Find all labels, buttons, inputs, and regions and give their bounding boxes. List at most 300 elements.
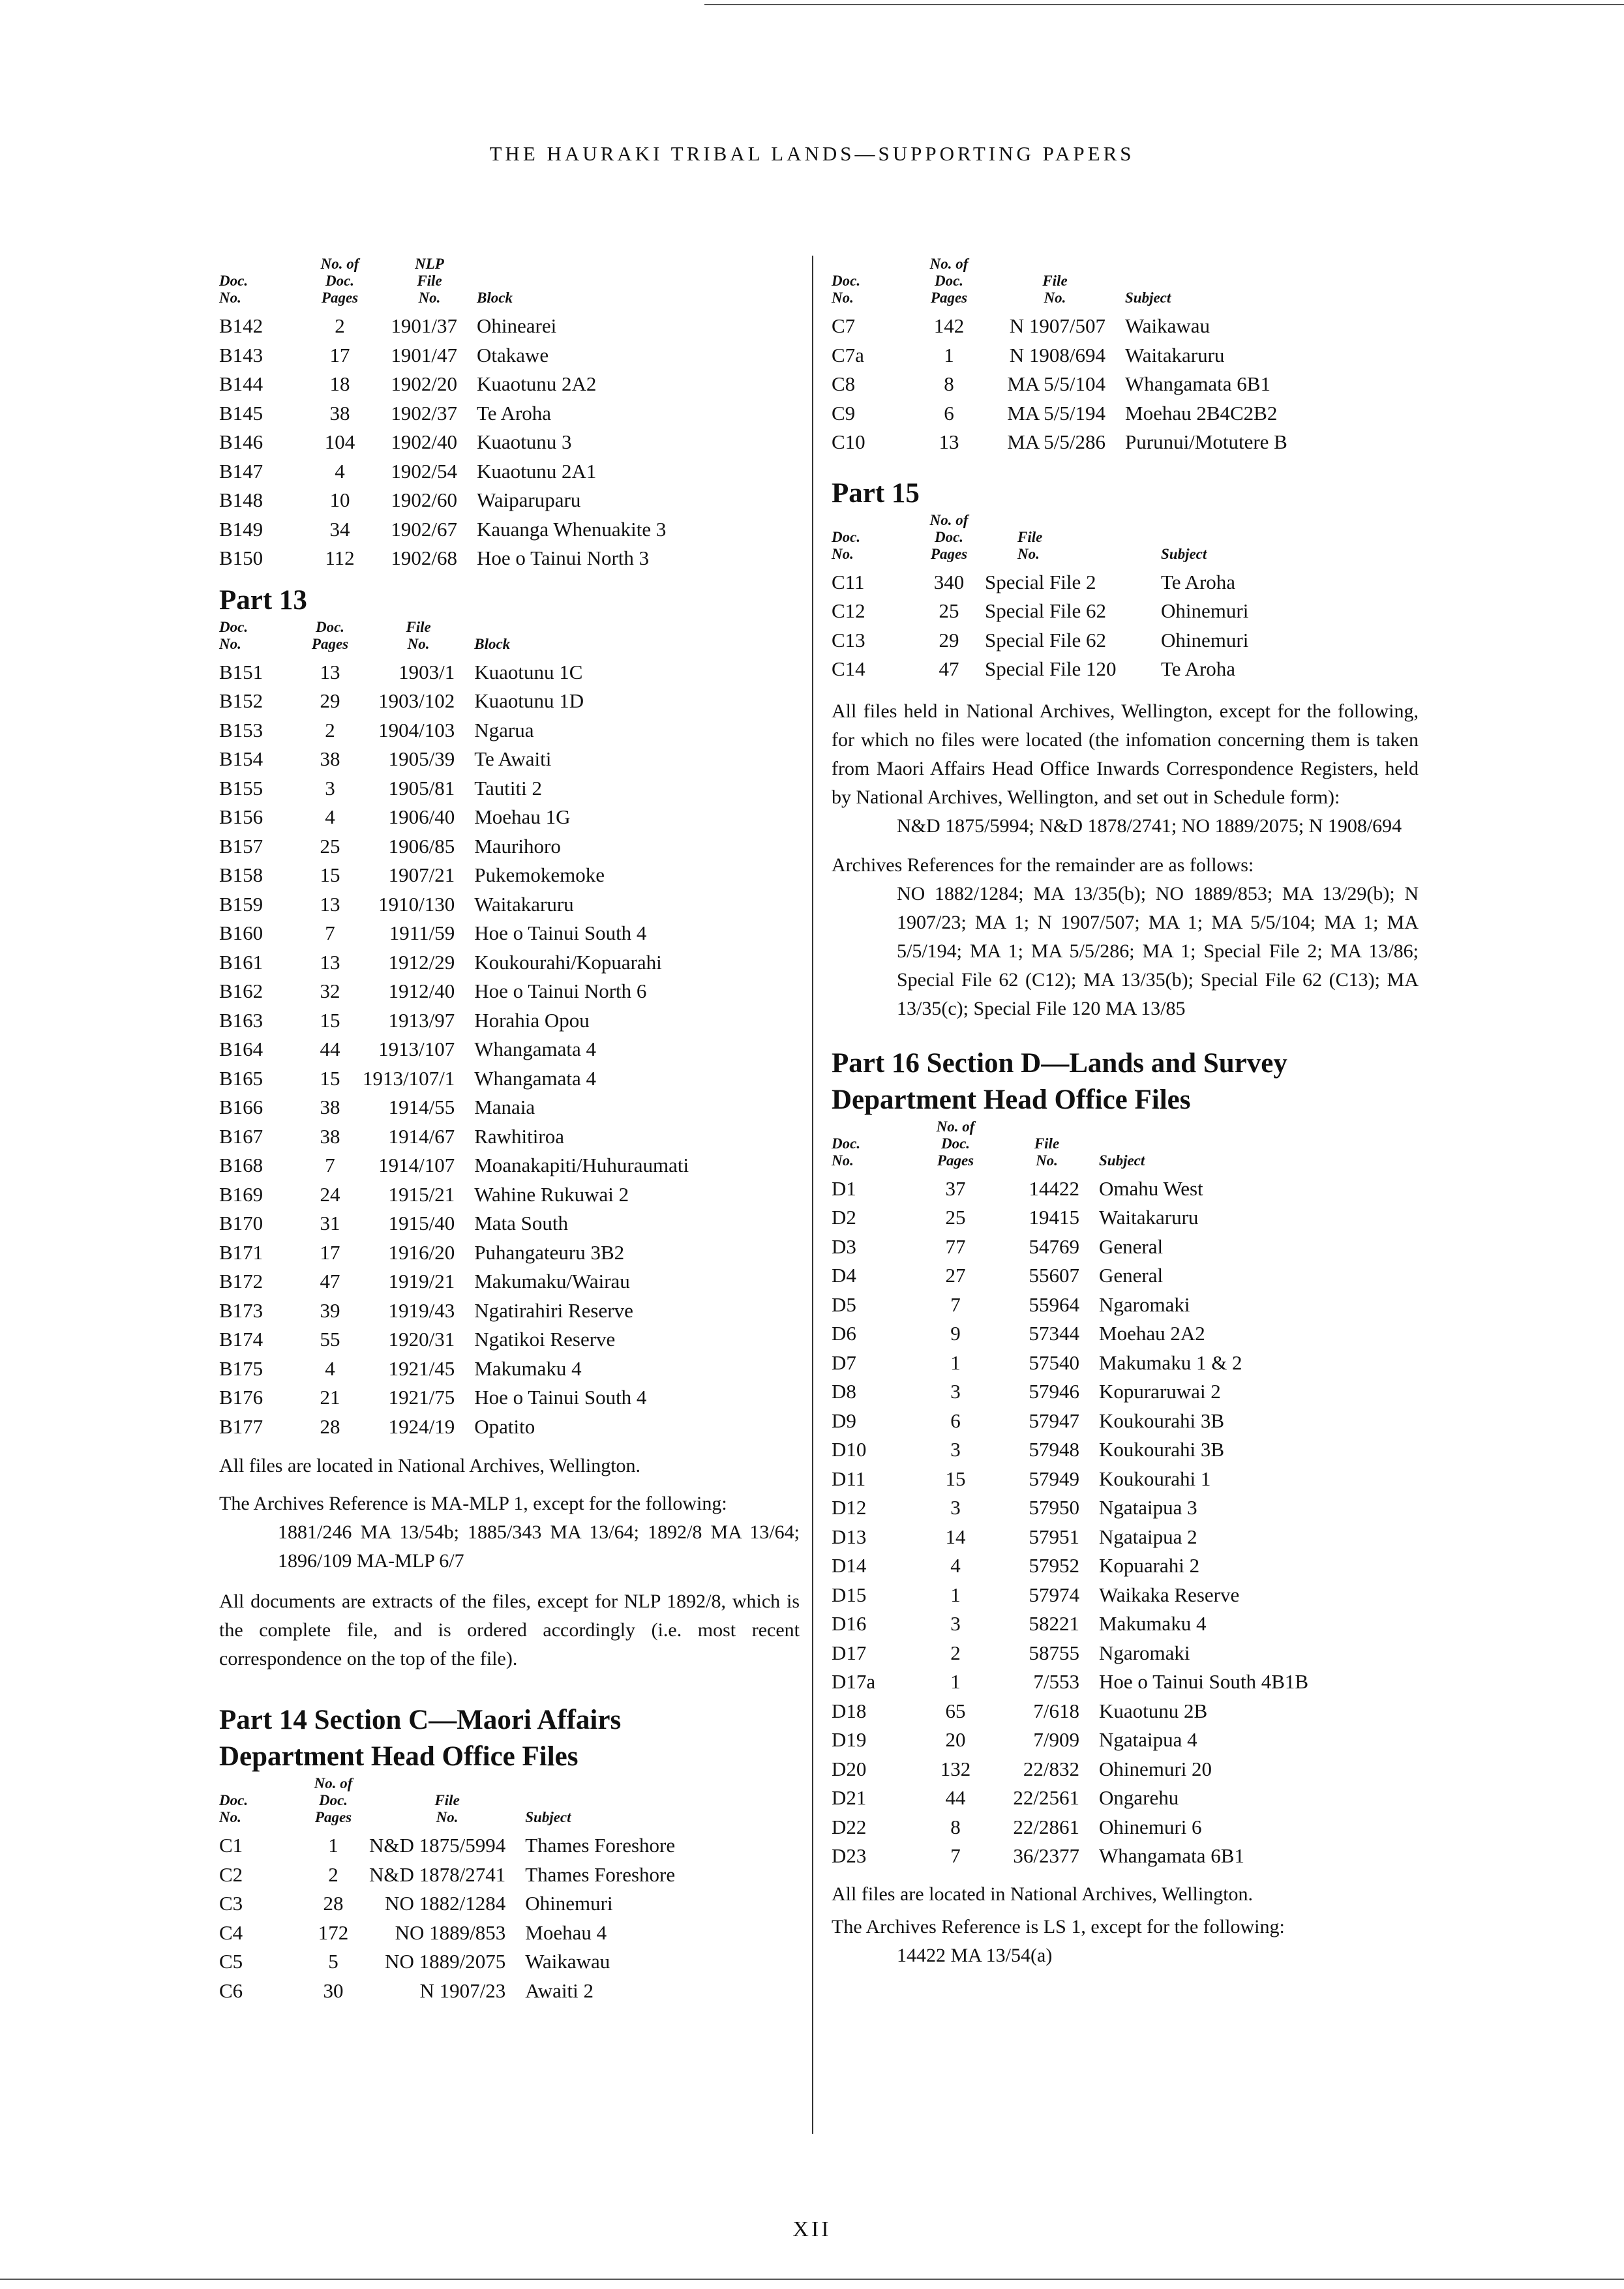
block-cell: Hoe o Tainui South 4B1B <box>1099 1670 1309 1693</box>
block-cell: Purunui/Motutere B <box>1125 430 1287 453</box>
file-number-cell: 1903/1 <box>398 660 455 683</box>
table-row <box>219 658 761 687</box>
table-header-row <box>832 1118 1360 1174</box>
table-row <box>219 919 761 948</box>
page-count-cell: 7 <box>950 1293 961 1316</box>
block-cell: Ngatirahiri Reserve <box>474 1298 633 1322</box>
file-number-cell: 1902/40 <box>391 430 457 453</box>
block-cell: Pukemokemoke <box>474 863 605 886</box>
file-number-cell: 1915/21 <box>388 1182 455 1206</box>
column-header: File No. <box>406 618 431 652</box>
column-header: File No. <box>1017 528 1043 562</box>
doc-number-cell: D17a <box>832 1670 876 1693</box>
block-cell: General <box>1099 1234 1164 1258</box>
table-header-row <box>219 1775 740 1831</box>
page-count-cell: 2 <box>328 1863 338 1886</box>
doc-number-cell: B159 <box>219 892 263 916</box>
doc-number-cell: B157 <box>219 834 263 858</box>
file-number-cell: 1924/19 <box>388 1414 455 1438</box>
file-number-cell: 1911/59 <box>389 921 455 944</box>
file-number-cell: 1912/29 <box>388 950 455 974</box>
block-cell: Ngataipua 2 <box>1099 1525 1197 1548</box>
block-cell: Te Aroha <box>1161 657 1236 680</box>
doc-number-cell: B160 <box>219 921 263 944</box>
file-number-cell: 22/2561 <box>1013 1786 1079 1809</box>
table-row <box>219 1064 761 1094</box>
page-count-cell: 31 <box>320 1212 340 1234</box>
table-row <box>219 716 761 745</box>
doc-number-cell: D14 <box>832 1554 867 1577</box>
doc-number-cell: B149 <box>219 517 263 541</box>
part16-note-2-list: 14422 MA 13/54(a) <box>897 1944 1053 1966</box>
page-count-cell: 1 <box>944 343 954 367</box>
block-cell: Otakawe <box>477 343 549 367</box>
page-count-cell: 9 <box>950 1322 961 1345</box>
block-cell: Tautiti 2 <box>474 776 542 800</box>
table-row <box>832 1668 1360 1697</box>
file-number-cell: 1902/20 <box>391 372 457 395</box>
doc-number-cell: D6 <box>832 1322 856 1345</box>
page-count-cell: 32 <box>320 980 340 1002</box>
doc-number-cell: D9 <box>832 1409 856 1432</box>
page-count-cell: 1 <box>950 1351 961 1374</box>
table-row <box>832 1697 1360 1726</box>
column-header: Doc. No. <box>219 1792 248 1825</box>
page-count-cell: 142 <box>933 314 965 337</box>
table-row <box>219 890 761 920</box>
file-number-cell: 57946 <box>1029 1380 1079 1403</box>
part16-note-2: The Archives Reference is LS 1, except for the following: <box>832 1915 1285 1937</box>
table-row <box>832 1261 1360 1291</box>
table-row <box>219 1383 761 1413</box>
file-number-cell: 55964 <box>1029 1293 1079 1316</box>
table-row <box>219 1006 761 1036</box>
block-cell: Kuaotunu 2A1 <box>477 459 597 483</box>
block-cell: Hoe o Tainui North 6 <box>474 980 647 1002</box>
doc-number-cell: B171 <box>219 1240 263 1264</box>
part15-table <box>832 512 1376 684</box>
doc-number-cell: C4 <box>219 1921 243 1944</box>
table-row <box>219 428 764 457</box>
doc-number-cell: B150 <box>219 546 263 569</box>
page-count-cell: 3 <box>950 1380 961 1403</box>
page-count-cell: 13 <box>320 660 340 683</box>
page-count-cell: 34 <box>329 517 350 541</box>
block-cell: Waiparuparu <box>477 488 581 511</box>
page-count-cell: 3 <box>950 1496 961 1519</box>
page-count-cell: 6 <box>950 1409 961 1432</box>
page-count-cell: 112 <box>325 546 355 569</box>
column-header: Doc. No. <box>219 618 248 652</box>
block-cell: Whangamata 4 <box>474 1066 597 1090</box>
part15-title: Part 15 <box>832 477 920 509</box>
file-number-cell: 22/832 <box>1023 1757 1079 1780</box>
column-header: No. of Doc. Pages <box>929 256 969 306</box>
doc-number-cell: D2 <box>832 1206 856 1229</box>
table-row <box>832 1784 1360 1813</box>
table-row <box>832 1349 1360 1378</box>
table-row <box>832 1581 1360 1610</box>
table-row <box>219 1947 740 1977</box>
page-count-cell: 10 <box>329 488 350 511</box>
column-header: Doc. No. <box>832 273 861 306</box>
block-cell: Hoe o Tainui South 4 <box>474 1386 647 1409</box>
page-count-cell: 28 <box>323 1892 344 1915</box>
column-header: File No. <box>1042 273 1068 306</box>
page-count-cell: 14 <box>945 1525 966 1548</box>
table-row <box>832 428 1379 457</box>
doc-number-cell: C1 <box>219 1834 243 1857</box>
table-header-row <box>219 256 764 312</box>
page-count-cell: 1 <box>950 1583 961 1606</box>
table-row <box>832 1291 1360 1320</box>
doc-number-cell: B144 <box>219 372 263 395</box>
table-row <box>832 1493 1360 1523</box>
doc-number-cell: B156 <box>219 805 263 828</box>
file-number-cell: 1907/21 <box>388 863 455 886</box>
page-count-cell: 172 <box>318 1921 349 1944</box>
file-number-cell: 58221 <box>1029 1612 1079 1635</box>
table-row <box>219 977 761 1006</box>
page-count-cell: 28 <box>320 1414 340 1438</box>
block-cell: Horahia Opou <box>474 1008 590 1032</box>
doc-number-cell: D8 <box>832 1380 856 1403</box>
block-cell: Hoe o Tainui South 4 <box>474 921 647 944</box>
doc-number-cell: B166 <box>219 1096 263 1118</box>
block-cell: Koukourahi 1 <box>1099 1467 1211 1490</box>
block-cell: Waikawau <box>525 1950 610 1973</box>
block-cell: Koukourahi 3B <box>1099 1409 1225 1432</box>
doc-number-cell: D4 <box>832 1264 856 1287</box>
block-cell: Kauanga Whenuakite 3 <box>477 517 667 541</box>
table-row <box>219 1035 761 1064</box>
table-row <box>219 486 764 515</box>
table-row <box>219 1296 761 1326</box>
block-cell: Ngaromaki <box>1099 1641 1190 1664</box>
table-row <box>219 1977 740 2006</box>
table-row <box>832 1233 1360 1262</box>
part13-title: Part 13 <box>219 584 307 616</box>
block-cell: Kuaotunu 2B <box>1099 1699 1208 1722</box>
part15-note-2-list: NO 1882/1284; MA 13/35(b); NO 1889/853; MA 13/29(b); N 1907/23; MA 1; N 1907/507; MA 1; MA 5/5/104; MA 1; MA 5/5/194; MA 1; MA 5/5/286; MA 1; Special File 2; MA 13/86; Special File 62 (C12); MA 13/35(b); Special File 62 (C13); MA 13/35(c); Special File 120 MA 13/85 <box>897 882 1419 1019</box>
table-row <box>219 745 761 774</box>
page-count-cell: 5 <box>328 1950 338 1973</box>
doc-number-cell: D12 <box>832 1496 867 1519</box>
doc-number-cell: B161 <box>219 950 263 974</box>
file-number-cell: N&D 1878/2741 <box>369 1863 506 1886</box>
table-row <box>219 341 764 370</box>
table-row <box>219 1209 761 1238</box>
left-column <box>219 256 800 2005</box>
block-cell: Hoe o Tainui North 3 <box>477 546 650 569</box>
file-number-cell: 57951 <box>1029 1525 1079 1548</box>
doc-number-cell: C10 <box>832 430 865 453</box>
page-count-cell: 15 <box>320 1066 340 1090</box>
doc-number-cell: B162 <box>219 980 263 1002</box>
table-row <box>219 1861 740 1890</box>
page-count-cell: 1 <box>950 1670 961 1693</box>
file-number-cell: 1903/102 <box>378 689 455 712</box>
page-count-cell: 15 <box>320 1008 340 1032</box>
file-number-cell: 1920/31 <box>388 1328 455 1351</box>
table-row <box>219 1919 740 1948</box>
block-cell: Rawhitiroa <box>474 1124 564 1148</box>
part13-note-2: The Archives Reference is MA-MLP 1, except for the following: <box>219 1493 727 1514</box>
block-cell: Whangamata 6B1 <box>1125 372 1271 395</box>
file-number-cell: Special File 120 <box>985 657 1117 680</box>
doc-number-cell: B151 <box>219 660 263 683</box>
block-cell: Whangamata 6B1 <box>1099 1844 1244 1867</box>
doc-number-cell: B170 <box>219 1212 263 1234</box>
file-number-cell: NO 1889/853 <box>395 1921 506 1944</box>
column-header: Subject <box>1125 290 1171 306</box>
block-cell: Ohinemuri <box>1161 628 1249 651</box>
table-row <box>832 341 1379 370</box>
page-count-cell: 104 <box>324 430 355 453</box>
file-number-cell: 7/553 <box>1033 1670 1079 1693</box>
table-row <box>219 312 764 341</box>
doc-number-cell: C2 <box>219 1863 243 1886</box>
doc-number-cell: C12 <box>832 599 865 622</box>
page-count-cell: 44 <box>945 1786 966 1809</box>
block-cell: Koukourahi 3B <box>1099 1438 1225 1461</box>
block-cell: Makumaku 4 <box>474 1356 582 1380</box>
file-number-cell: 57950 <box>1029 1496 1079 1519</box>
part14-table <box>219 1775 740 2005</box>
block-cell: Thames Foreshore <box>525 1834 676 1857</box>
table-row <box>219 1354 761 1384</box>
page-count-cell: 65 <box>945 1699 966 1722</box>
table-row <box>219 457 764 486</box>
file-number-cell: 1901/37 <box>391 314 457 337</box>
block-cell: Thames Foreshore <box>525 1863 676 1886</box>
doc-number-cell: D7 <box>832 1351 856 1374</box>
block-cell: Te Aroha <box>477 401 552 425</box>
file-number-cell: 1916/20 <box>388 1240 455 1264</box>
file-number-cell: 57947 <box>1029 1409 1079 1432</box>
column-header: No. of Doc. Pages <box>929 511 969 562</box>
block-cell: Makumaku 1 & 2 <box>1099 1351 1242 1374</box>
doc-number-cell: D1 <box>832 1176 856 1200</box>
doc-number-cell: B172 <box>219 1270 263 1293</box>
table-row <box>219 687 761 716</box>
table-row <box>219 832 761 861</box>
file-number-cell: 1913/97 <box>388 1008 455 1032</box>
doc-number-cell: D21 <box>832 1786 867 1809</box>
doc-number-cell: B155 <box>219 776 263 800</box>
page-count-cell: 3 <box>950 1612 961 1635</box>
table-row <box>832 1174 1360 1204</box>
file-number-cell: MA 5/5/286 <box>1007 430 1105 453</box>
table-row <box>832 1465 1360 1494</box>
doc-number-cell: D19 <box>832 1728 867 1751</box>
page-count-cell: 25 <box>945 1206 966 1229</box>
table-row <box>219 544 764 573</box>
table-row <box>219 1122 761 1152</box>
page-count-cell: 47 <box>320 1270 340 1293</box>
block-cell: General <box>1099 1264 1164 1287</box>
table-row <box>219 1238 761 1268</box>
block-cell: Kuaotunu 1D <box>474 689 584 712</box>
file-number-cell: MA 5/5/104 <box>1007 372 1105 395</box>
page-count-cell: 13 <box>320 892 340 916</box>
block-cell: Moehau 2A2 <box>1099 1322 1205 1345</box>
doc-number-cell: B174 <box>219 1328 263 1351</box>
bottom-rule <box>0 2279 1624 2280</box>
doc-number-cell: D15 <box>832 1583 867 1606</box>
column-header: Subject <box>1161 545 1207 562</box>
doc-number-cell: B158 <box>219 863 263 886</box>
column-header: Doc. Pages <box>311 618 349 652</box>
table-header-row <box>832 512 1376 568</box>
page-count-cell: 24 <box>320 1182 340 1206</box>
block-cell: Koukourahi/Kopuarahi <box>474 950 662 974</box>
block-cell: Manaia <box>474 1096 535 1118</box>
table-row <box>832 1609 1360 1639</box>
file-number-cell: 14422 <box>1029 1176 1079 1200</box>
table-row <box>219 803 761 832</box>
doc-number-cell: C13 <box>832 628 865 651</box>
page-count-cell: 7 <box>325 921 335 944</box>
doc-number-cell: D5 <box>832 1293 856 1316</box>
part14-title-line2: Department Head Office Files <box>219 1741 579 1772</box>
page-count-cell: 7 <box>950 1844 961 1867</box>
page-count-cell: 8 <box>944 372 954 395</box>
file-number-cell: 1905/81 <box>388 776 455 800</box>
table-row <box>219 774 761 803</box>
page-count-cell: 8 <box>950 1815 961 1838</box>
part16-title-line2: Department Head Office Files <box>832 1084 1191 1115</box>
file-number-cell: 57540 <box>1029 1351 1079 1374</box>
block-cell: Kopuraruwai 2 <box>1099 1380 1221 1403</box>
block-cell: Te Awaiti <box>474 747 552 770</box>
block-cell: Ngatikoi Reserve <box>474 1328 616 1351</box>
table-row <box>832 312 1379 341</box>
page-count-cell: 4 <box>325 1356 335 1380</box>
file-number-cell: 57949 <box>1029 1467 1079 1490</box>
part16-table <box>832 1118 1360 1871</box>
doc-number-cell: B142 <box>219 314 263 337</box>
part14-title-line1: Part 14 Section C—Maori Affairs <box>219 1705 622 1735</box>
file-number-cell: 1902/67 <box>391 517 457 541</box>
page-count-cell: 4 <box>325 805 335 828</box>
block-cell: Kopuarahi 2 <box>1099 1554 1200 1577</box>
file-number-cell: 1906/85 <box>388 834 455 858</box>
block-cell: Ngaromaki <box>1099 1293 1190 1316</box>
file-number-cell: 1919/43 <box>388 1298 455 1322</box>
page-count-cell: 29 <box>939 628 959 651</box>
page-count-cell: 4 <box>950 1554 961 1577</box>
doc-number-cell: D10 <box>832 1438 867 1461</box>
file-number-cell: 1913/107/1 <box>363 1066 455 1090</box>
table-row <box>219 370 764 399</box>
block-cell: Whangamata 4 <box>474 1038 597 1060</box>
doc-number-cell: B164 <box>219 1038 263 1060</box>
file-number-cell: 36/2377 <box>1013 1844 1079 1867</box>
file-number-cell: 1910/130 <box>378 892 455 916</box>
doc-number-cell: B147 <box>219 459 263 483</box>
block-cell: Moehau 1G <box>474 805 571 828</box>
doc-number-cell: D11 <box>832 1467 866 1490</box>
doc-number-cell: D16 <box>832 1612 867 1635</box>
running-head: THE HAURAKI TRIBAL LANDS—SUPPORTING PAPERS <box>489 142 1135 165</box>
table-row <box>832 568 1376 597</box>
doc-number-cell: D23 <box>832 1844 867 1867</box>
page-count-cell: 37 <box>945 1176 966 1200</box>
file-number-cell: 1921/75 <box>388 1386 455 1409</box>
doc-number-cell: B173 <box>219 1298 263 1322</box>
file-number-cell: 1919/21 <box>388 1270 455 1293</box>
file-number-cell: Special File 62 <box>985 599 1106 622</box>
file-number-cell: 1914/67 <box>388 1124 455 1148</box>
page-number: XII <box>792 2217 832 2241</box>
column-header: NLP File No. <box>415 256 444 306</box>
doc-number-cell: C7 <box>832 314 856 337</box>
table-row <box>219 861 761 890</box>
block-cell: Ohinemuri 6 <box>1099 1815 1202 1838</box>
table-row <box>832 1639 1360 1668</box>
table-row <box>832 1755 1360 1784</box>
table-row <box>832 1726 1360 1755</box>
column-header: Subject <box>1099 1152 1145 1169</box>
page-count-cell: 18 <box>329 372 350 395</box>
table-row <box>832 1407 1360 1436</box>
doc-number-cell: B146 <box>219 430 263 453</box>
file-number-cell: Special File 2 <box>985 570 1096 593</box>
doc-number-cell: C9 <box>832 401 856 425</box>
page-count-cell: 20 <box>945 1728 966 1751</box>
page-count-cell: 55 <box>320 1328 340 1351</box>
page-count-cell: 2 <box>335 314 345 337</box>
doc-number-cell: B153 <box>219 718 263 741</box>
page-count-cell: 13 <box>320 950 340 974</box>
file-number-cell: 1902/68 <box>391 546 457 569</box>
file-number-cell: 1902/37 <box>391 401 457 425</box>
column-header: Block <box>474 635 511 652</box>
table-row <box>832 1551 1360 1581</box>
column-header: File No. <box>434 1792 460 1825</box>
page-count-cell: 340 <box>933 570 965 593</box>
page-count-cell: 17 <box>329 343 350 367</box>
block-cell: Waitakaruru <box>1125 343 1225 367</box>
file-number-cell: 1902/60 <box>391 488 457 511</box>
table-row <box>219 1325 761 1354</box>
table-header-row <box>832 256 1379 312</box>
page-count-cell: 15 <box>945 1467 966 1490</box>
file-number-cell: N 1908/694 <box>1009 343 1105 367</box>
page-count-cell: 27 <box>945 1264 966 1287</box>
column-header: Doc. No. <box>219 273 248 306</box>
doc-number-cell: B163 <box>219 1008 263 1032</box>
part13-note-3: All documents are extracts of the files, except for NLP 1892/8, which is the complete file, and is ordered accordingly (i.e. most recent correspondence on the top of the file). <box>219 1591 800 1669</box>
file-number-cell: 1921/45 <box>388 1356 455 1380</box>
file-number-cell: 19415 <box>1029 1206 1079 1229</box>
table-row <box>832 597 1376 626</box>
page-count-cell: 2 <box>325 718 335 741</box>
file-number-cell: 57952 <box>1029 1554 1079 1577</box>
file-number-cell: 57948 <box>1029 1438 1079 1461</box>
file-number-cell: NO 1882/1284 <box>385 1892 506 1915</box>
doc-number-cell: D20 <box>832 1757 867 1780</box>
file-number-cell: 1915/40 <box>388 1212 455 1234</box>
page-count-cell: 2 <box>950 1641 961 1664</box>
file-number-cell: 1904/103 <box>378 718 455 741</box>
table-row <box>832 1523 1360 1552</box>
part15-note-1: All files held in National Archives, Wellington, except for the following, for which no files were located (the infomation concerning them is taken from Maori Affairs Head Office Inwards Correspondence Registers, held by National Archives, Wellington, and set out in Schedule form): <box>832 700 1419 808</box>
block-cell: Waitakaruru <box>1099 1206 1199 1229</box>
right-column <box>832 256 1419 1970</box>
file-number-cell: 1914/107 <box>378 1154 455 1176</box>
